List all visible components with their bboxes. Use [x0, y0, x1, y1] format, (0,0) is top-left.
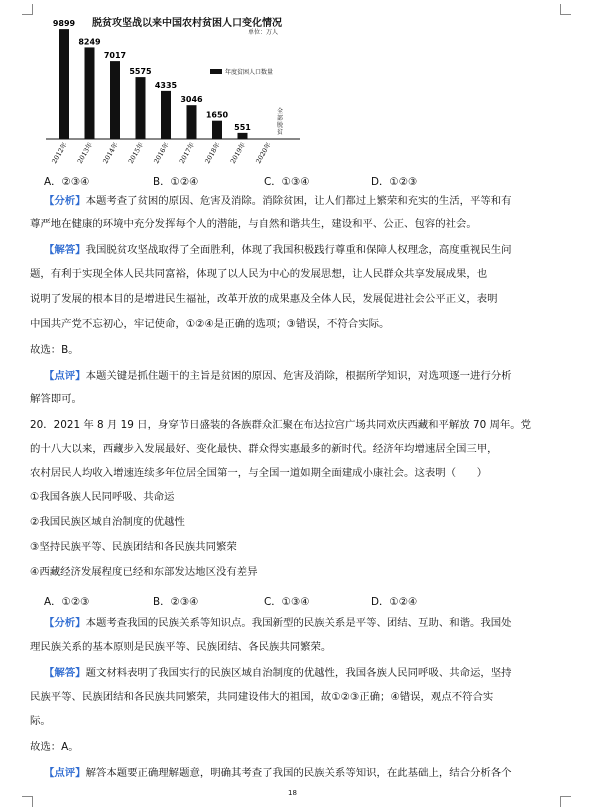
q20-answer-text-1: 题文材料表明了我国实行的民族区域自治制度的优越性，我国各族人民同呼吸、共命运，坚持	[85, 667, 512, 679]
q19-analysis-tag: 【分析】	[44, 195, 86, 207]
q20-statement-4: ④西藏经济发展程度已经和东部发达地区没有差异	[30, 566, 258, 578]
bar-2017年	[187, 105, 197, 139]
data-label-2013年: 8249	[78, 37, 101, 47]
q20-option-c: C．①③④	[264, 596, 310, 608]
data-label-2019年: 551	[234, 122, 251, 132]
q19-option-d: D．①②③	[371, 176, 418, 188]
q20-analysis-line-1	[44, 617, 569, 630]
q20-statement-1: ①我国各族人民同呼吸、共命运	[30, 491, 175, 503]
q20-analysis-tag: 【分析】	[44, 617, 86, 629]
q20-option-d: D．①②④	[371, 596, 418, 608]
bar-2013年	[85, 47, 95, 139]
data-label-2016年: 4335	[154, 80, 178, 90]
q20-choose: 故选：A。	[30, 741, 79, 753]
q19-analysis-text-1: 本题考查了贫困的原因、危害及消除。消除贫困，让人们都过上繁荣和充实的生活，平等和有	[85, 195, 512, 207]
x-tick-2012年: 2012年	[50, 141, 69, 165]
q19-answer-line-1	[44, 244, 569, 257]
q20-comment-tag: 【点评】	[44, 767, 86, 779]
q19-comment-line-1	[44, 370, 569, 383]
q19-answer-line-3: 说明了发展的根本目的是增进民生福祉，改革开放的成果惠及全体人民，发展促进社会公平正义，表明	[30, 293, 498, 305]
q20-stem-line-1: 20．2021 年 8 月 19 日，身穿节日盛装的各族群众汇聚在布达拉宫广场共同欢庆西藏和平解放 70 周年。党	[30, 419, 532, 431]
q19-comment-text-1: 本题关键是抓住题干的主旨是贫困的原因、危害及消除，根据所学知识，对选项逐一进行分析	[85, 370, 512, 382]
data-label-2018年: 1650	[205, 110, 229, 120]
q19-answer-line-4: 中国共产党不忘初心，牢记使命，①②④是正确的选项；③错误，不符合实际。	[30, 318, 390, 330]
data-label-2017年: 3046	[180, 95, 203, 105]
q19-answer-line-2: 题，有利于实现全体人民共同富裕，体现了以人民为中心的发展思想，让人民群众共享发展成果，也	[30, 268, 488, 280]
q20-answer-tag: 【解答】	[44, 667, 86, 679]
q19-answer-tag: 【解答】	[44, 244, 86, 256]
bar-2019年	[238, 133, 248, 139]
q19-analysis-line-2: 尊严地在健康的环境中充分发挥每个人的潜能，与自然和谐共生，建设和平、公正、包容的社会。	[30, 218, 477, 230]
bar-2015年	[136, 77, 146, 139]
x-tick-2018年: 2018年	[203, 141, 222, 165]
data-label-2014年: 7017	[103, 51, 127, 61]
q20-statement-2: ②我国民族区域自治制度的优越性	[30, 516, 185, 528]
q19-comment-line-2: 解答即可。	[30, 393, 82, 405]
q20-stem-line-3: 农村居民人均收入增速连续多年位居全国第一，与全国一道如期全面建成小康社会。这表明（ ）	[30, 467, 488, 479]
q20-answer-line-2: 民族平等、民族团结和各民族共同繁荣，共同建设伟大的祖国，故①②③正确；④错误，观点不符合实	[30, 691, 494, 703]
bar-2014年	[110, 61, 120, 139]
data-label-2015年: 5575	[129, 67, 152, 77]
x-tick-2020年: 2020年	[254, 141, 273, 165]
q20-comment-line-1	[44, 767, 569, 780]
x-tick-2016年: 2016年	[152, 141, 171, 165]
q20-analysis-text-1: 本题考查我国的民族关系等知识点。我国新型的民族关系是平等、团结、互助、和谐。我国处	[85, 617, 512, 629]
data-label-2012年: 9899	[52, 19, 76, 29]
last-bar-label: 全部脱贫	[276, 108, 283, 136]
q20-answer-line-1	[44, 667, 569, 680]
q19-choose: 故选：B。	[30, 344, 79, 356]
q20-analysis-line-2: 理民族关系的基本原则是民族平等、民族团结、各民族共同繁荣。	[30, 641, 332, 653]
bar-2012年	[59, 29, 69, 139]
x-tick-2013年: 2013年	[75, 141, 95, 165]
crop-mark-bottom-left	[22, 796, 33, 807]
chart-unit-label: 单位：万人	[248, 29, 279, 36]
bar-2016年	[161, 91, 171, 139]
q19-option-b: B．①②④	[153, 176, 199, 188]
q19-option-a: A．②③④	[44, 176, 90, 188]
chart-plot	[0, 0, 320, 165]
q20-statement-3: ③坚持民族平等、民族团结和各民族共同繁荣	[30, 541, 237, 553]
page-number: 18	[288, 789, 297, 797]
q20-answer-line-3: 际。	[30, 715, 51, 727]
x-tick-2014年: 2014年	[101, 141, 120, 165]
q19-analysis-line-1	[44, 195, 569, 208]
x-tick-2015年: 2015年	[126, 141, 146, 165]
x-tick-2019年: 2019年	[228, 141, 248, 165]
q19-option-c: C．①③④	[264, 176, 310, 188]
q19-comment-tag: 【点评】	[44, 370, 86, 382]
x-tick-2017年: 2017年	[177, 141, 197, 165]
q20-comment-text-1: 解答本题要正确理解题意，明确其考查了我国的民族关系等知识，在此基础上，结合分析各个	[85, 767, 512, 779]
crop-mark-top-right	[560, 4, 571, 15]
q19-answer-text-1: 我国脱贫攻坚战取得了全面胜利，体现了我国积极践行尊重和保障人权理念，高度重视民生问	[85, 244, 512, 256]
q20-option-a: A．①②③	[44, 596, 90, 608]
legend-label: 年度贫困人口数量	[225, 69, 274, 76]
q20-option-b: B．②③④	[153, 596, 199, 608]
crop-mark-bottom-right	[560, 796, 571, 807]
chart-title: 脱贫攻坚战以来中国农村贫困人口变化情况	[92, 18, 282, 29]
bar-2018年	[212, 121, 222, 139]
q20-stem-line-2: 的十八大以来，西藏步入发展最好、变化最快、群众得实惠最多的新时代。经济年均增速居全国三甲，	[30, 443, 498, 455]
